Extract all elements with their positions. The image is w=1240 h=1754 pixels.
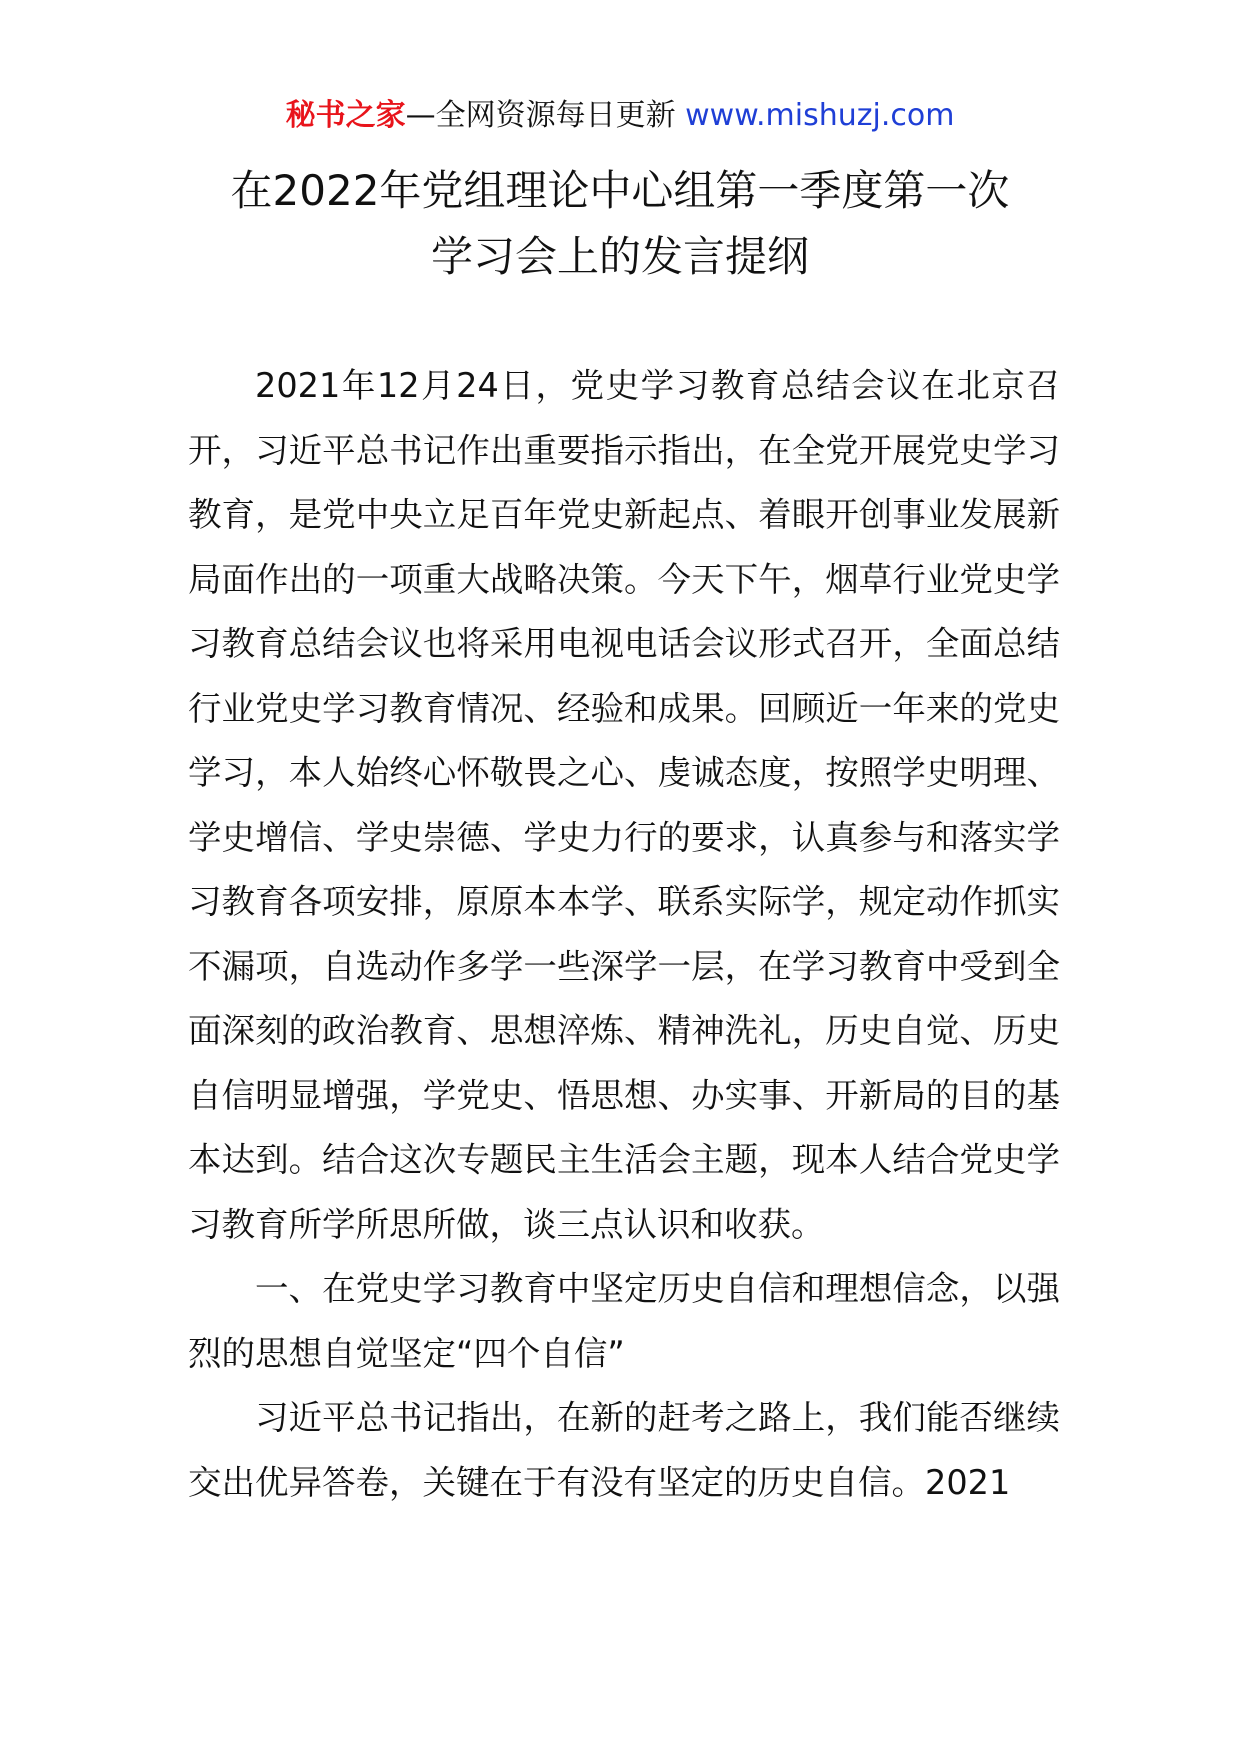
- site-brand: 秘书之家: [285, 98, 406, 133]
- paragraph-section-1: 习近平总书记指出，在新的赶考之路上，我们能否继续交出优异答卷，关键在于有没有坚定的历史自信。2021: [188, 1398, 1060, 1502]
- paragraph-intro: 2021年12月24日，党史学习教育总结会议在北京召开，习近平总书记作出重要指示指出，在全党开展党史学习教育，是党中央立足百年党史新起点、着眼开创事业发展新局面作出的一项重大战略决策。今天下午，烟草行业党史学习教育总结会议也将采用电视电话会议形式召开，全面总结行业党史学习教育情况、经验和成果。回顾近一年来的党史学习，本人始终心怀敬畏之心、虔诚态度，按照学史明理、学史增信、学史崇德、学史力行的要求，认真参与和落实学习教育各项安排，原原本本学、联系实际学，规定动作抓实不漏项，自选动作多学一些深学一层，在学习教育中受到全面深刻的政治教育、思想淬炼、精神洗礼，历史自觉、历史自信明显增强，学党史、悟思想、办实事、开新局的目的基本达到。结合这次专题民主生活会主题，现本人结合党史学习教育所学所思所做，谈三点认识和收获。: [188, 366, 1060, 1244]
- document-body: [188, 354, 1060, 1515]
- title-line-1: 在2022年党组理论中心组第一季度第一次: [230, 166, 1010, 215]
- site-url-link[interactable]: www.mishuzj.com: [685, 98, 955, 133]
- section-heading-1: 一、在党史学习教育中坚定历史自信和理想信念，以强烈的思想自觉坚定“四个自信”: [188, 1269, 1060, 1373]
- site-header: [0, 96, 1240, 136]
- site-tagline: —全网资源每日更新: [405, 98, 686, 133]
- title-line-2: 学习会上的发言提纲: [430, 232, 809, 281]
- document-title: [140, 158, 1100, 290]
